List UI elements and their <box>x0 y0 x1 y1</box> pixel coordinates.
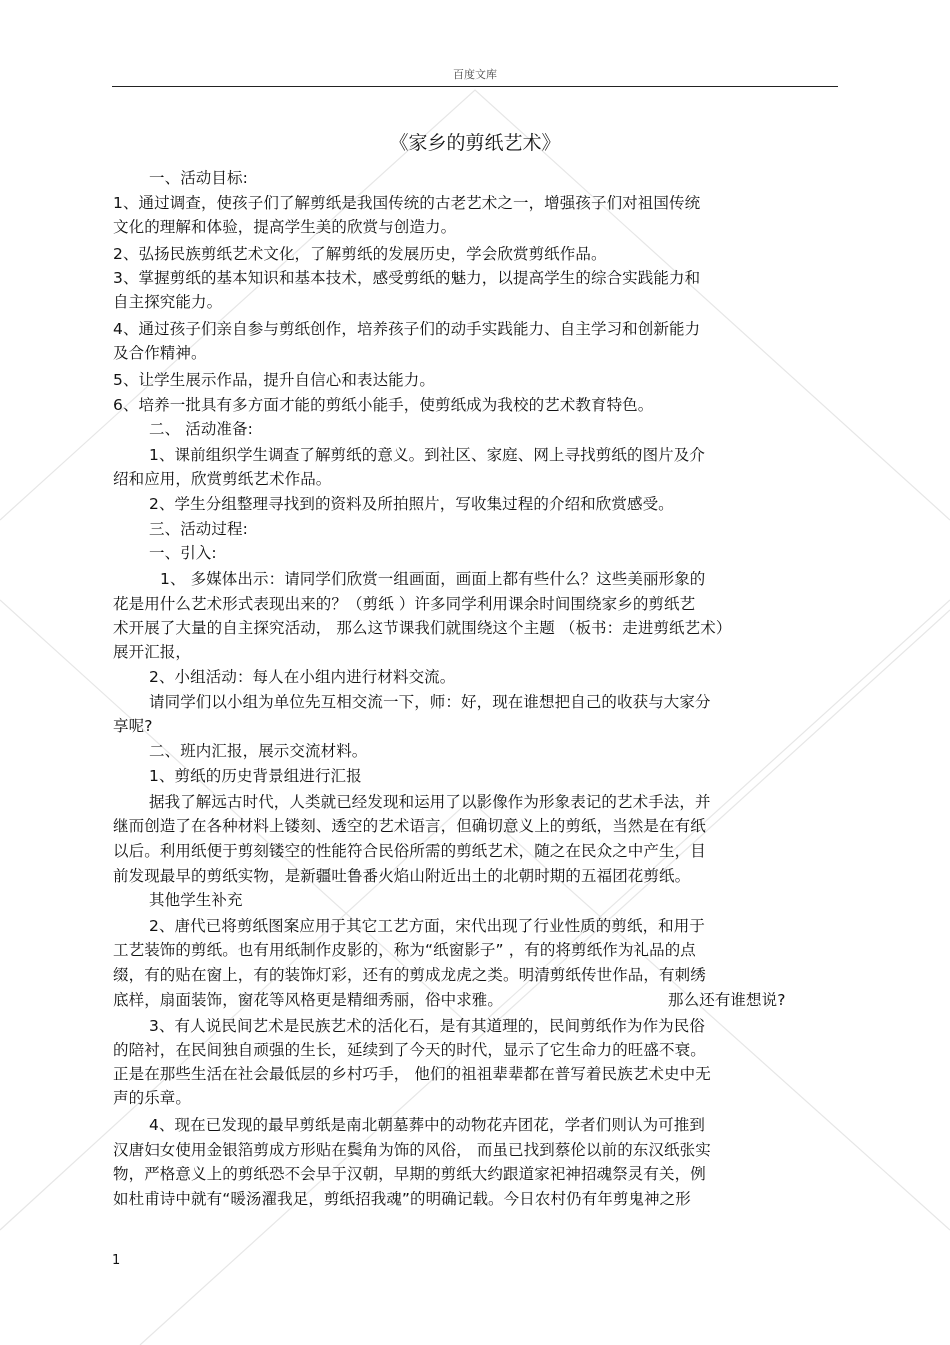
text-line: 2、小组活动：每人在小组内进行材料交流。 <box>149 668 456 686</box>
text-line: 的陪衬，在民间独自顽强的生长，延续到了今天的时代，显示了它生命力的旺盛不衰。 <box>113 1041 706 1059</box>
text-line: 声的乐章。 <box>113 1089 192 1107</box>
text-line: 缀，有的贴在窗上，有的装饰灯彩，还有的剪成龙虎之类。明清剪纸传世作品，有刺绣 <box>113 966 706 984</box>
text-line: 1、 多媒体出示：请同学们欣赏一组画面，画面上都有些什么？这些美丽形象的 <box>160 570 706 588</box>
text-line: 3、掌握剪纸的基本知识和基本技术，感受剪纸的魅力，以提高学生的综合实践能力和 <box>113 269 701 287</box>
text-line: 4、现在已发现的最早剪纸是南北朝墓葬中的动物花卉团花，学者们则认为可推到 <box>149 1116 705 1134</box>
text-line: 正是在那些生活在社会最低层的乡村巧手， 他们的祖祖辈辈都在普写着民族艺术史中无 <box>113 1065 711 1083</box>
section-heading: 二、 活动准备: <box>149 420 253 438</box>
text-line: 继而创造了在各种材料上镂刻、透空的艺术语言，但确切意义上的剪纸，当然是在有纸 <box>113 817 706 835</box>
text-line: 物，严格意义上的剪纸恐不会早于汉朝，早期的剪纸大约跟道家祀神招魂祭灵有关，例 <box>113 1165 706 1183</box>
text-line: 如杜甫诗中就有“暖汤濯我足，剪纸招我魂”的明确记载。今日农村仍有年剪鬼神之形 <box>113 1190 691 1208</box>
document-title: 《家乡的剪纸艺术》 <box>389 132 561 154</box>
text-line: 2、弘扬民族剪纸艺术文化，了解剪纸的发展历史，学会欣赏剪纸作品。 <box>113 245 607 263</box>
text-line: 工艺装饰的剪纸。也有用纸制作皮影的，称为“纸窗影子” ，有的将剪纸作为礼品的点 <box>113 941 696 959</box>
text-line: 文化的理解和体验，提高学生美的欣赏与创造力。 <box>113 218 457 236</box>
section-heading: 一、引入: <box>149 544 217 562</box>
text-line: 那么还有谁想说? <box>668 991 786 1009</box>
section-heading: 三、活动过程: <box>149 520 248 538</box>
text-line: 1、课前组织学生调查了解剪纸的意义。到社区、家庭、网上寻找剪纸的图片及介 <box>149 446 705 464</box>
section-heading: 一、活动目标: <box>149 169 248 187</box>
section-heading: 二、班内汇报，展示交流材料。 <box>149 742 368 760</box>
text-line: 请同学们以小组为单位先互相交流一下，师：好，现在谁想把自己的收获与大家分 <box>149 693 711 711</box>
text-line: 前发现最早的剪纸实物，是新疆吐鲁番火焰山附近出土的北朝时期的五福团花剪纸。 <box>113 867 691 885</box>
text-line: 其他学生补充 <box>149 891 243 909</box>
page-number: 1 <box>112 1253 121 1268</box>
header-rule <box>112 86 838 87</box>
text-line: 享呢? <box>113 717 153 735</box>
text-line: 1、剪纸的历史背景组进行汇报 <box>149 767 362 785</box>
text-line: 2、学生分组整理寻找到的资料及所拍照片，写收集过程的介绍和欣赏感受。 <box>149 495 674 513</box>
text-line: 绍和应用，欣赏剪纸艺术作品。 <box>113 470 332 488</box>
document-source-label: 百度文库 <box>453 68 497 81</box>
text-line: 3、有人说民间艺术是民族艺术的活化石，是有其道理的，民间剪纸作为作为民俗 <box>149 1017 705 1035</box>
text-line: 及合作精神。 <box>113 344 207 362</box>
text-line: 4、通过孩子们亲自参与剪纸创作，培养孩子们的动手实践能力、自主学习和创新能力 <box>113 320 701 338</box>
text-line: 2、唐代已将剪纸图案应用于其它工艺方面，宋代出现了行业性质的剪纸，和用于 <box>149 917 705 935</box>
text-line: 展开汇报， <box>113 643 192 661</box>
text-line: 6、培养一批具有多方面才能的剪纸小能手，使剪纸成为我校的艺术教育特色。 <box>113 396 654 414</box>
text-line: 据我了解远古时代，人类就已经发现和运用了以影像作为形象表记的艺术手法，并 <box>149 793 711 811</box>
text-line: 汉唐妇女使用金银箔剪成方形贴在鬓角为饰的风俗， 而虽已找到蔡伦以前的东汉纸张实 <box>113 1141 711 1159</box>
text-line: 底样，扇面装饰，窗花等风格更是精细秀丽，俗中求雅。 <box>113 991 504 1009</box>
text-line: 5、让学生展示作品，提升自信心和表达能力。 <box>113 371 435 389</box>
text-line: 以后。利用纸便于剪刻镂空的性能符合民俗所需的剪纸艺术，随之在民众之中产生，目 <box>113 842 706 860</box>
text-line: 术开展了大量的自主探究活动， 那么这节课我们就围绕这个主题 （板书：走进剪纸艺术） <box>113 619 732 637</box>
text-line: 花是用什么艺术形式表现出来的？（剪纸 ）许多同学利用课余时间围绕家乡的剪纸艺 <box>113 595 696 613</box>
text-line: 自主探究能力。 <box>113 293 223 311</box>
text-line: 1、通过调查，使孩子们了解剪纸是我国传统的古老艺术之一，增强孩子们对祖国传统 <box>113 194 701 212</box>
